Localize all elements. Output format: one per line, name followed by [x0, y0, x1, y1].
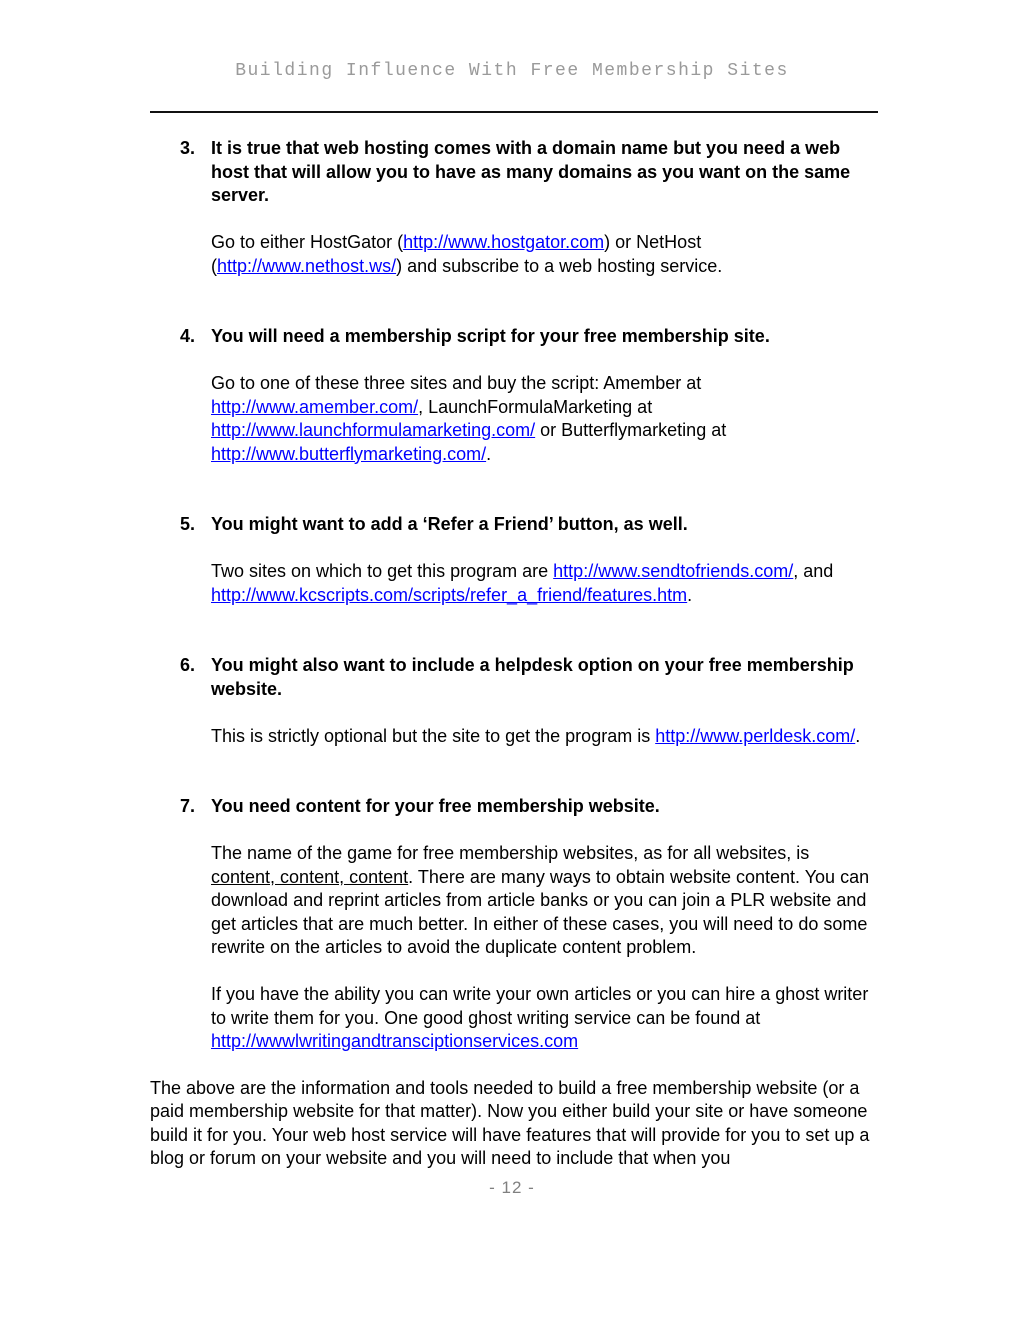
hyperlink[interactable]: http://wwwlwritingandtransciptionservices.com [211, 1031, 579, 1051]
list-item-4 [150, 325, 878, 466]
item-heading-row [150, 654, 878, 701]
hyperlink[interactable]: http://www.nethost.ws/ [217, 255, 397, 276]
hyperlink[interactable]: http://www.butterflymarketing.com/ [211, 443, 487, 464]
item-number: 4. [180, 326, 196, 346]
hyperlink[interactable]: http://www.launchformulamarketing.com/ [211, 420, 536, 440]
text-segment: Go to one of these three sites and buy the script: Amember at [211, 373, 702, 393]
item-heading-row [150, 795, 878, 819]
text-segment: . [486, 443, 492, 464]
text-segment: Go to either HostGator ( [211, 232, 404, 252]
item-heading-row [150, 137, 878, 208]
closing-paragraph: The above are the information and tools needed to build a free membership website (or a paid membership website for that matter). Now you either build your site or have someone build it for you. Your web host service will have features that will provide for you to set up a blog or forum on your website and you will need to include that when you [150, 1077, 870, 1168]
item-paragraph [211, 231, 878, 278]
text-segment: . [687, 584, 693, 605]
underlined-text: content, content, content [211, 866, 409, 887]
list-item-3 [150, 137, 878, 278]
text-segment: or Butterflymarketing at [535, 420, 727, 440]
item-paragraph [211, 372, 878, 466]
text-segment: If you have the ability you can write your own articles or you can hire a ghost writer to write them for you. One good ghost writing service can be found at [211, 984, 869, 1028]
text-segment: This is strictly optional but the site to get the program is [211, 725, 656, 746]
item-heading: You might want to add a ‘Refer a Friend’ button, as well. [211, 514, 688, 534]
text-segment: Two sites on which to get this program are [211, 561, 554, 581]
item-number: 3. [180, 138, 196, 158]
hyperlink[interactable]: http://www.kcscripts.com/scripts/refer_a_friend/features.htm [211, 584, 688, 605]
text-segment: The name of the game for free membership websites, as for all websites, is [211, 843, 810, 863]
item-heading: You might also want to include a helpdesk option on your free membership website. [211, 655, 854, 699]
item-heading-row [150, 325, 878, 349]
item-heading: You will need a membership script for your free membership site. [211, 326, 770, 346]
list-item-7 [150, 795, 878, 1054]
item-number: 7. [180, 796, 196, 816]
hyperlink[interactable]: http://www.hostgator.com [403, 232, 605, 252]
item-paragraph [211, 725, 878, 749]
item-paragraph [211, 983, 878, 1054]
hyperlink[interactable]: http://www.amember.com/ [211, 396, 419, 417]
item-paragraph [211, 560, 878, 607]
text-segment: , and [793, 561, 834, 581]
hyperlink[interactable]: http://www.perldesk.com/ [655, 725, 856, 746]
item-number: 6. [180, 655, 196, 675]
list-item-6 [150, 654, 878, 748]
document-body [150, 113, 878, 1171]
text-segment: . There are many ways to obtain website content. You can download and reprint articles from article banks or you can join a PLR website and get articles that are much better. In either of these cases, you will need to do some rewrite on the articles to avoid the duplicate content problem. [211, 866, 870, 957]
page-number: - 12 - [489, 1177, 535, 1197]
item-paragraph [211, 842, 878, 960]
item-heading: You need content for your free membership website. [211, 796, 660, 816]
text-segment: ) and subscribe to a web hosting service. [396, 255, 723, 276]
page-header-title: Building Influence With Free Membership Sites [235, 61, 789, 81]
hyperlink[interactable]: http://www.sendtofriends.com/ [553, 561, 794, 581]
item-heading-row [150, 513, 878, 537]
item-number: 5. [180, 514, 196, 534]
list-item-5 [150, 513, 878, 607]
text-segment: . [855, 725, 861, 746]
text-segment: , LaunchFormulaMarketing at [418, 396, 653, 417]
text-segment: ) or NetHost ( [211, 232, 702, 276]
item-heading: It is true that web hosting comes with a domain name but you need a web host that will allow you to have as many domains as you want on the same server. [211, 138, 851, 205]
